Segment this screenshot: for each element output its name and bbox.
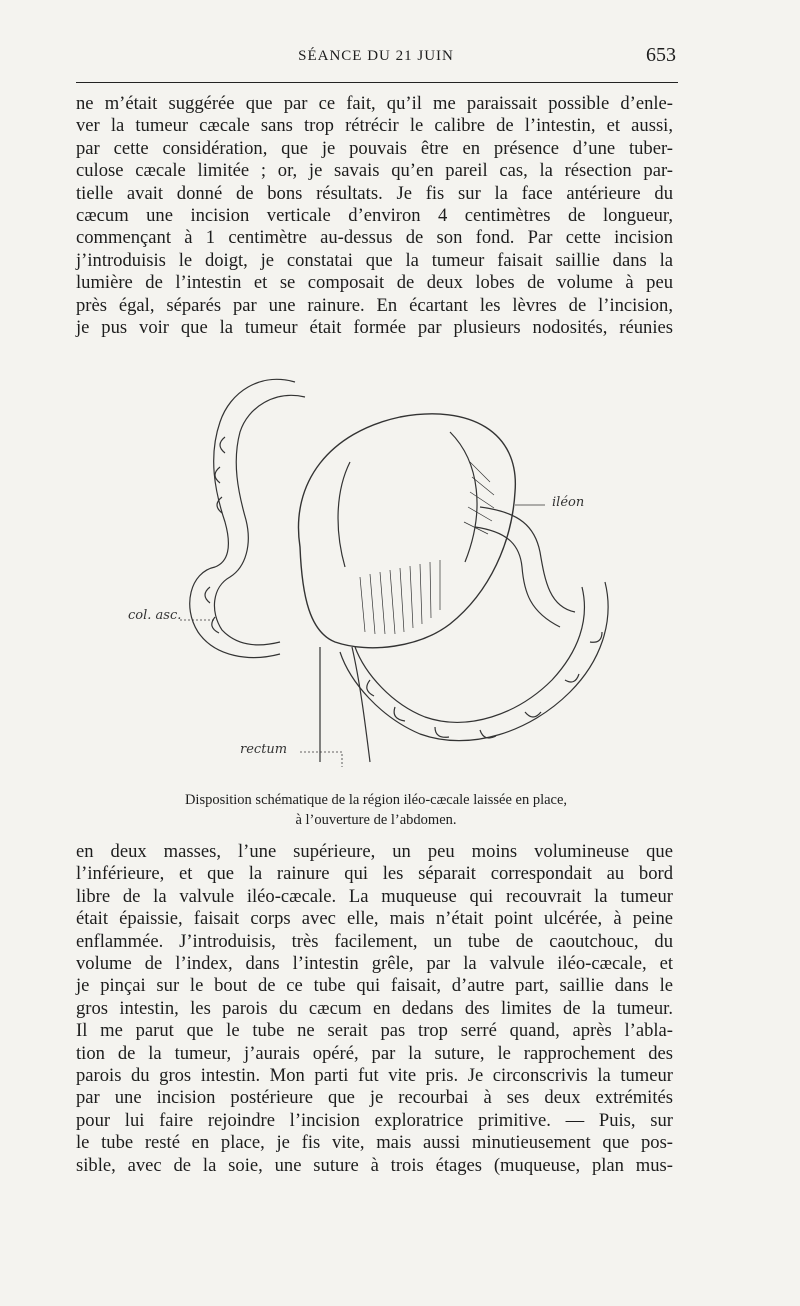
running-title: SÉANCE DU 21 JUIN	[298, 48, 454, 64]
ileocecal-illustration	[120, 362, 640, 782]
text-line: par cette considération, que je pouvais être en présence d’une tuber-	[76, 137, 673, 159]
text-line: tielle avait donné de bons résultats. Je fis sur la face antérieure du	[76, 182, 673, 204]
label-col-asc: col. asc.	[128, 608, 182, 623]
text-line: l’inférieure, et que la rainure qui les séparait correspondait au bord	[76, 863, 673, 885]
paragraph-top	[76, 93, 673, 339]
text-line: était épaissie, faisait corps avec elle, mais n’était point ulcérée, à peine	[76, 908, 673, 930]
text-line: près égal, séparés par une rainure. En écartant les lèvres de l’incision,	[76, 294, 673, 316]
text-line: gros intestin, les parois du cæcum en dedans des limites de la tumeur.	[76, 997, 673, 1019]
label-rectum: rectum	[240, 742, 288, 757]
text-line: tion de la tumeur, j’aurais opéré, par la suture, le rapprochement des	[76, 1042, 673, 1064]
running-header	[76, 44, 676, 74]
text-line: parois du gros intestin. Mon parti fut vite pris. Je circonscrivis la tumeur	[76, 1065, 673, 1087]
text-line: ver la tumeur cæcale sans trop rétrécir le calibre de l’intestin, et aussi,	[76, 115, 673, 137]
text-line: pour lui faire rejoindre l’incision exploratrice primitive. — Puis, sur	[76, 1109, 673, 1131]
text-line: commençant à 1 centimètre au-dessus de son fond. Par cette incision	[76, 227, 673, 249]
text-line: libre de la valvule iléo-cæcale. La muqueuse qui recouvrait la tumeur	[76, 885, 673, 907]
text-line: cæcum une incision verticale d’environ 4 centimètres de longueur,	[76, 205, 673, 227]
text-line: culose cæcale limitée ; or, je savais qu’en pareil cas, la résection par-	[76, 160, 673, 182]
text-line: je pus voir que la tumeur était formée par plusieurs nodosités, réunies	[76, 317, 673, 339]
caption-line: à l’ouverture de l’abdomen.	[295, 812, 457, 828]
text-line: par une incision postérieure que je recourbai à ses deux extrémités	[76, 1087, 673, 1109]
text-line: j’introduisis le doigt, je constatai que la tumeur faisait saillie dans la	[76, 249, 673, 271]
label-ileon: iléon	[552, 495, 585, 510]
text-line: sible, avec de la soie, une suture à trois étages (muqueuse, plan mus-	[76, 1154, 673, 1176]
figure-caption	[76, 790, 676, 830]
text-line: Il me parut que le tube ne serait pas trop serré quand, après l’abla-	[76, 1020, 673, 1042]
text-line: le tube resté en place, je fis vite, mais aussi minutieusement que pos-	[76, 1132, 673, 1154]
header-rule	[76, 82, 678, 83]
text-line: en deux masses, l’une supérieure, un peu moins volumineuse que	[76, 841, 673, 862]
text-line: enflammée. J’introduisis, très facilement, un tube de caoutchouc, du	[76, 930, 673, 952]
text-line: je pinçai sur le bout de ce tube qui faisait, d’autre part, saillie dans le	[76, 975, 673, 997]
page-number: 653	[646, 44, 676, 66]
text-line: ne m’était suggérée que par ce fait, qu’il me paraissait possible d’enle-	[76, 93, 673, 114]
text-line: volume de l’index, dans l’intestin grêle, par la valvule iléo-cæcale, et	[76, 953, 673, 975]
text-line: lumière de l’intestin et se composait de deux lobes de volume à peu	[76, 272, 673, 294]
paragraph-bottom	[76, 841, 673, 1177]
caption-line: Disposition schématique de la région iléo-cæcale laissée en place,	[184, 792, 568, 808]
anatomical-figure	[120, 362, 640, 782]
